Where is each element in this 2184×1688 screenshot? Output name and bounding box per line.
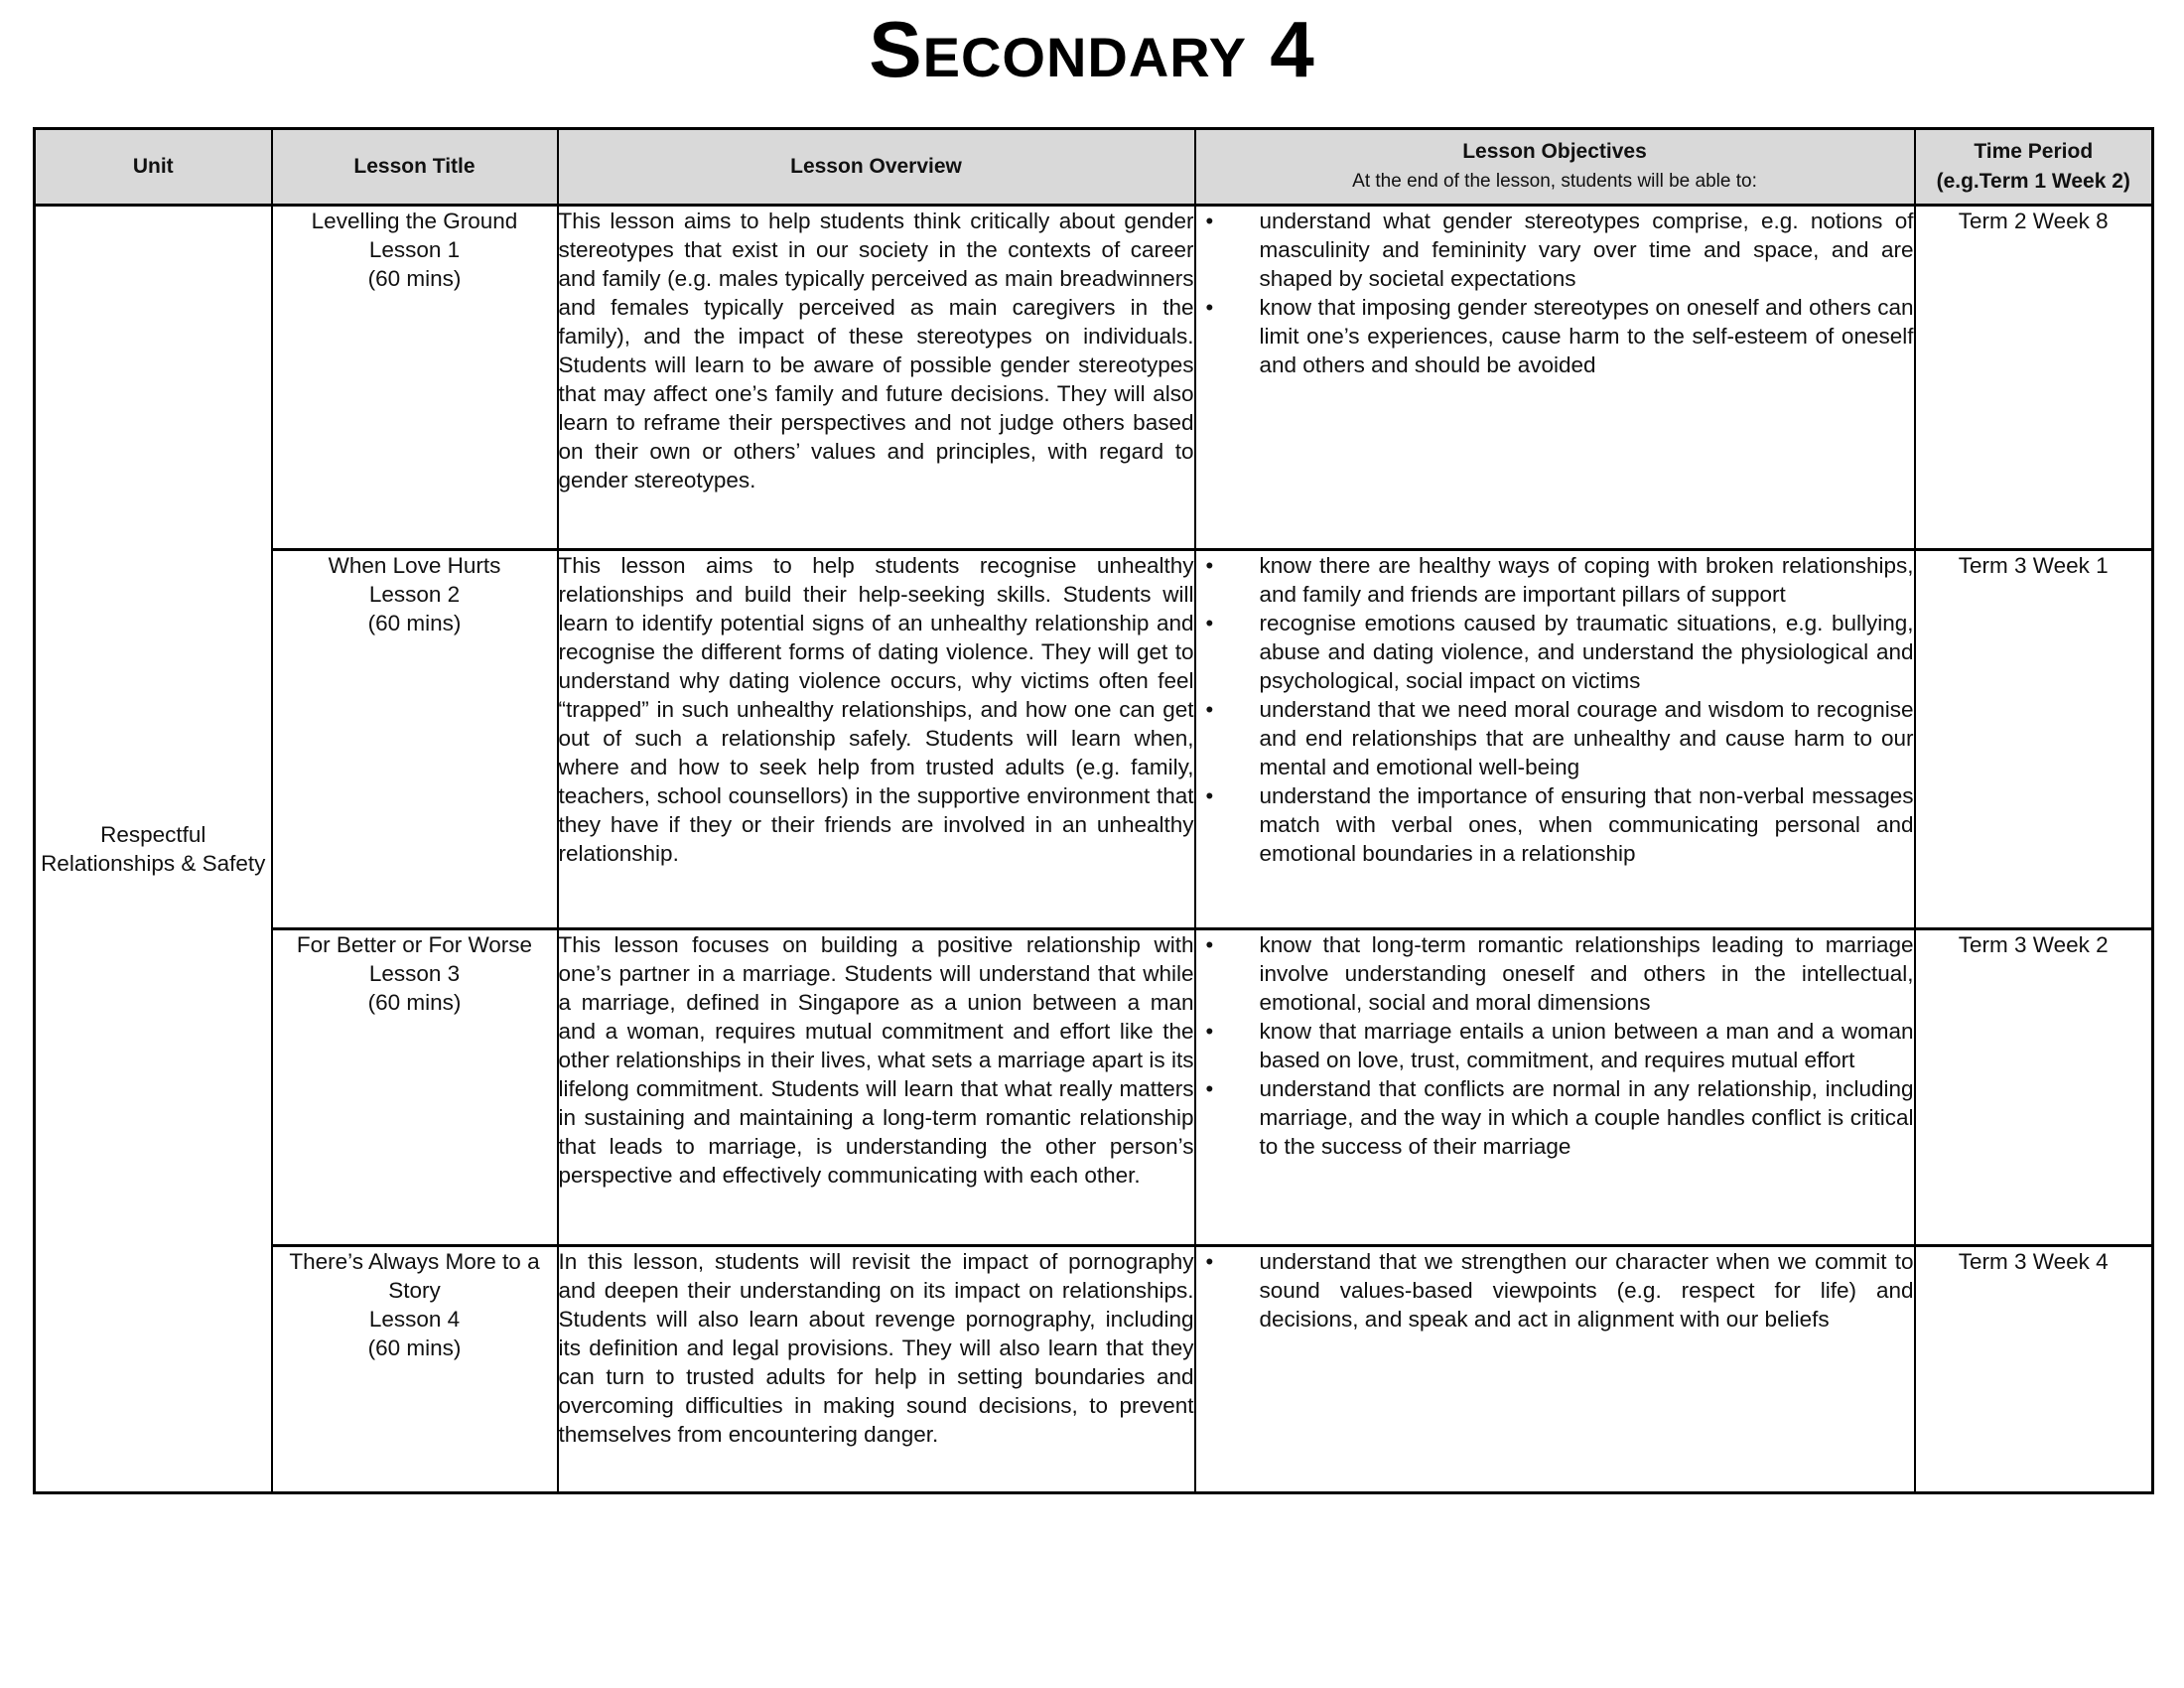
bullet-icon: • <box>1205 295 1214 320</box>
objectives-list <box>1196 930 1914 1161</box>
lesson-duration: (60 mins) <box>367 611 462 635</box>
bullet-icon: • <box>1205 1019 1214 1044</box>
lesson-objectives-cell <box>1195 1246 1915 1493</box>
bullet-icon: • <box>1205 1076 1214 1101</box>
lesson-title-cell <box>272 1246 558 1493</box>
header-time-period-example: (e.g.Term 1 Week 2) <box>1936 170 2130 193</box>
bullet-icon: • <box>1205 697 1214 722</box>
lesson-number: Lesson 4 <box>368 1307 461 1332</box>
objectives-list <box>1196 207 1914 379</box>
bullet-icon: • <box>1205 209 1214 233</box>
lesson-duration: (60 mins) <box>367 990 462 1015</box>
header-unit: Unit <box>35 129 272 206</box>
time-period-cell: Term 2 Week 8 <box>1915 206 2153 550</box>
objective-item: • understand that we need moral courage and wisdom to recognise and end relationships that are unhealthy and cause harm to our mental and emotional well-being <box>1205 697 1914 779</box>
table-header-row <box>35 129 2153 206</box>
objectives-list <box>1196 551 1914 868</box>
header-lesson-objectives-label: Lesson Objectives <box>1462 140 1647 163</box>
objective-item: • understand that we strengthen our character when we commit to sound values-based viewpoints (e.g. respect for life) and decisions, and speak and act in alignment with our beliefs <box>1205 1249 1914 1332</box>
time-period-cell: Term 3 Week 1 <box>1915 550 2153 929</box>
time-period-cell: Term 3 Week 4 <box>1915 1246 2153 1493</box>
lesson-objectives-cell <box>1195 206 1915 550</box>
lesson-plan-table <box>33 127 2154 1494</box>
header-lesson-title: Lesson Title <box>272 129 558 206</box>
bullet-icon: • <box>1205 553 1214 578</box>
lesson-name: Levelling the Ground <box>311 209 518 233</box>
lesson-overview-cell: In this lesson, students will revisit the impact of pornography and deepen their understanding on its impact on relationships. Students will also learn about revenge pornography, including its definition and legal provisions. They will also learn that they can turn to trusted adults for help in setting boundaries and overcoming difficulties in making sound decisions, to prevent themselves from encountering danger. <box>558 1246 1195 1493</box>
lesson-title-cell <box>272 929 558 1246</box>
lesson-overview-cell: This lesson aims to help students think critically about gender stereotypes that exist in our society in the contexts of career and family (e.g. males typically perceived as main breadwinners and females typically perceived as main caregivers in the family), and the impact of these stereotypes on individuals. Students will learn to be aware of possible gender stereotypes that may affect one’s family and future decisions. They will also learn to reframe their perspectives and not judge others based on their own or others’ values and principles, with regard to gender stereotypes. <box>558 206 1195 550</box>
lesson-number: Lesson 2 <box>368 582 461 607</box>
lesson-title-cell <box>272 550 558 929</box>
header-lesson-objectives-subtitle: At the end of the lesson, students will be able to: <box>1352 171 1757 192</box>
page-title: Secondary 4 <box>869 5 1315 93</box>
lesson-name: There’s Always More to a Story <box>289 1249 540 1303</box>
lesson-name: When Love Hurts <box>328 553 501 578</box>
objective-item: • understand the importance of ensuring that non-verbal messages match with verbal ones, when communicating personal and emotional boundaries in a relationship <box>1205 783 1914 866</box>
objective-item: • know that marriage entails a union between a man and a woman based on love, trust, commitment, and requires mutual effort <box>1205 1019 1914 1072</box>
table-row <box>35 1246 2153 1493</box>
unit-cell: Respectful Relationships & Safety <box>35 206 272 1493</box>
objective-item: • know that imposing gender stereotypes on oneself and others can limit one’s experiences, cause harm to the self-esteem of oneself and others and should be avoided <box>1205 295 1914 377</box>
objective-item: • know there are healthy ways of coping with broken relationships, and family and friends are important pillars of support <box>1205 553 1914 607</box>
table-row <box>35 550 2153 929</box>
lesson-duration: (60 mins) <box>367 266 462 291</box>
lesson-overview-cell: This lesson focuses on building a positive relationship with one’s partner in a marriage. Students will understand that while a marriage, defined in Singapore as a union between a man and a woman, requires mutual commitment and effort like the other relationships in their lives, what sets a marriage apart is its lifelong commitment. Students will learn that what really matters in sustaining and maintaining a long-term romantic relationship that leads to marriage, is understanding the other person’s perspective and effectively communicating with each other. <box>558 929 1195 1246</box>
lesson-overview-cell: This lesson aims to help students recognise unhealthy relationships and build their help-seeking skills. Students will learn to identify potential signs of an unhealthy relationship and recognise the different forms of dating violence. They will get to understand why dating violence occurs, why victims often feel “trapped” in such unhealthy relationships, and how one can get out of such a relationship safely. Students will learn when, where and how to seek help from trusted adults (e.g. family, teachers, school counsellors) in the supportive environment that they have if they or their friends are involved in an unhealthy relationship. <box>558 550 1195 929</box>
objective-item: • know that long-term romantic relationships leading to marriage involve understanding oneself and others in the intellectual, emotional, social and moral dimensions <box>1205 932 1914 1015</box>
bullet-icon: • <box>1205 932 1214 957</box>
lesson-name: For Better or For Worse <box>296 932 533 957</box>
lesson-title-cell <box>272 206 558 550</box>
lesson-number: Lesson 1 <box>368 237 461 262</box>
header-lesson-overview: Lesson Overview <box>558 129 1195 206</box>
objective-item: • understand what gender stereotypes comprise, e.g. notions of masculinity and femininity vary over time and space, and are shaped by societal expectations <box>1205 209 1914 291</box>
lesson-objectives-cell <box>1195 550 1915 929</box>
header-lesson-objectives <box>1195 129 1915 206</box>
lesson-duration: (60 mins) <box>367 1336 462 1360</box>
lesson-number: Lesson 3 <box>368 961 461 986</box>
table-row <box>35 929 2153 1246</box>
bullet-icon: • <box>1205 783 1214 808</box>
objective-item: • recognise emotions caused by traumatic situations, e.g. bullying, abuse and dating violence, and understand the physiological and psychological, social impact on victims <box>1205 611 1914 693</box>
lesson-objectives-cell <box>1195 929 1915 1246</box>
objective-item: • understand that conflicts are normal in any relationship, including marriage, and the way in which a couple handles conflict is critical to the success of their marriage <box>1205 1076 1914 1159</box>
table-row <box>35 206 2153 550</box>
bullet-icon: • <box>1205 611 1214 635</box>
objectives-list <box>1196 1247 1914 1334</box>
header-time-period <box>1915 129 2153 206</box>
time-period-cell: Term 3 Week 2 <box>1915 929 2153 1246</box>
header-time-period-label: Time Period <box>1974 140 2094 163</box>
bullet-icon: • <box>1205 1249 1214 1274</box>
